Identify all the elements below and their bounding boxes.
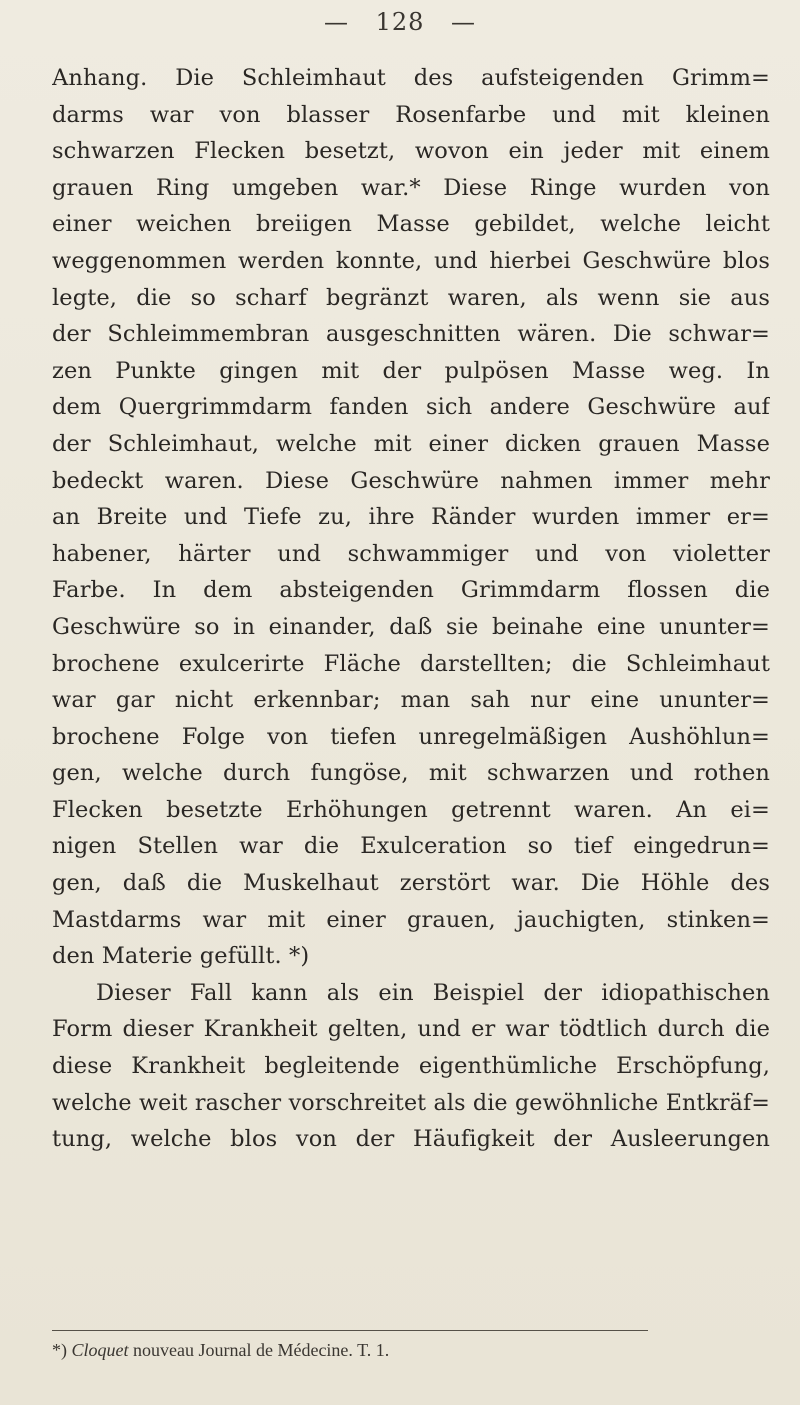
text-line: gen, welche durch fungöse, mit schwarzen und rothen <box>52 760 770 787</box>
text-line: weggenommen werden konnte, und hierbei Geschwüre blos <box>52 247 770 274</box>
footnote-marker: *) <box>52 1340 67 1360</box>
text-line: Flecken besetzte Erhöhungen getrennt waren. An ei= <box>52 796 770 823</box>
text-line: war gar nicht erkennbar; man sah nur eine ununter= <box>52 687 770 714</box>
page-number: 128 <box>375 8 425 36</box>
text-line: Form dieser Krankheit gelten, und er war tödtlich durch die <box>52 1016 770 1043</box>
text-line: welche weit rascher vorschreitet als die gewöhnliche Entkräf= <box>52 1089 770 1116</box>
text-line: an Breite und Tiefe zu, ihre Ränder wurden immer er= <box>52 504 770 531</box>
text-line: darms war von blasser Rosenfarbe und mit kleinen <box>52 101 770 128</box>
text-line: der Schleimhaut, welche mit einer dicken grauen Masse <box>52 430 770 457</box>
text-line: schwarzen Flecken besetzt, wovon ein jeder mit einem <box>52 138 770 165</box>
text-line: Geschwüre so in einander, daß sie beinahe eine ununter= <box>52 613 770 640</box>
text-line: brochene Folge von tiefen unregelmäßigen Aushöhlun= <box>52 723 770 750</box>
footnote <box>52 1338 770 1362</box>
text-line: der Schleimmembran ausgeschnitten wären. Die schwar= <box>52 321 770 348</box>
text-line: legte, die so scharf begränzt waren, als wenn sie aus <box>52 284 770 311</box>
text-line: einer weichen breiigen Masse gebildet, welche leicht <box>52 211 770 238</box>
footnote-author: Cloquet <box>71 1340 129 1360</box>
text-line: Dieser Fall kann als ein Beispiel der idiopathischen <box>96 979 770 1006</box>
text-line: den Materie gefüllt. *) <box>52 943 310 970</box>
body-text <box>52 60 770 1158</box>
page-header <box>0 8 800 36</box>
text-line: tung, welche blos von der Häufigkeit der Ausleerungen <box>52 1126 770 1153</box>
footnote-text: nouveau Journal de Médecine. T. 1. <box>133 1340 390 1360</box>
text-line: habener, härter und schwammiger und von violetter <box>52 540 770 567</box>
header-dash-left: — <box>323 8 349 36</box>
text-line: Mastdarms war mit einer grauen, jauchigten, stinken= <box>52 906 770 933</box>
text-line: bedeckt waren. Diese Geschwüre nahmen immer mehr <box>52 467 770 494</box>
text-line: zen Punkte gingen mit der pulpösen Masse weg. In <box>52 357 770 384</box>
footnote-divider <box>52 1330 648 1331</box>
text-line: diese Krankheit begleitende eigenthümliche Erschöpfung, <box>52 1053 770 1080</box>
text-line: dem Quergrimmdarm fanden sich andere Geschwüre auf <box>52 394 770 421</box>
header-dash-right: — <box>451 8 477 36</box>
text-line: Farbe. In dem absteigenden Grimmdarm flossen die <box>52 577 770 604</box>
text-line: grauen Ring umgeben war.* Diese Ringe wurden von <box>52 174 770 201</box>
text-line: gen, daß die Muskelhaut zerstört war. Die Höhle des <box>52 870 770 897</box>
text-line: nigen Stellen war die Exulceration so tief eingedrun= <box>52 833 770 860</box>
text-line: Anhang. Die Schleimhaut des aufsteigenden Grimm= <box>52 65 770 91</box>
text-line: brochene exulcerirte Fläche darstellten; die Schleimhaut <box>52 650 770 677</box>
